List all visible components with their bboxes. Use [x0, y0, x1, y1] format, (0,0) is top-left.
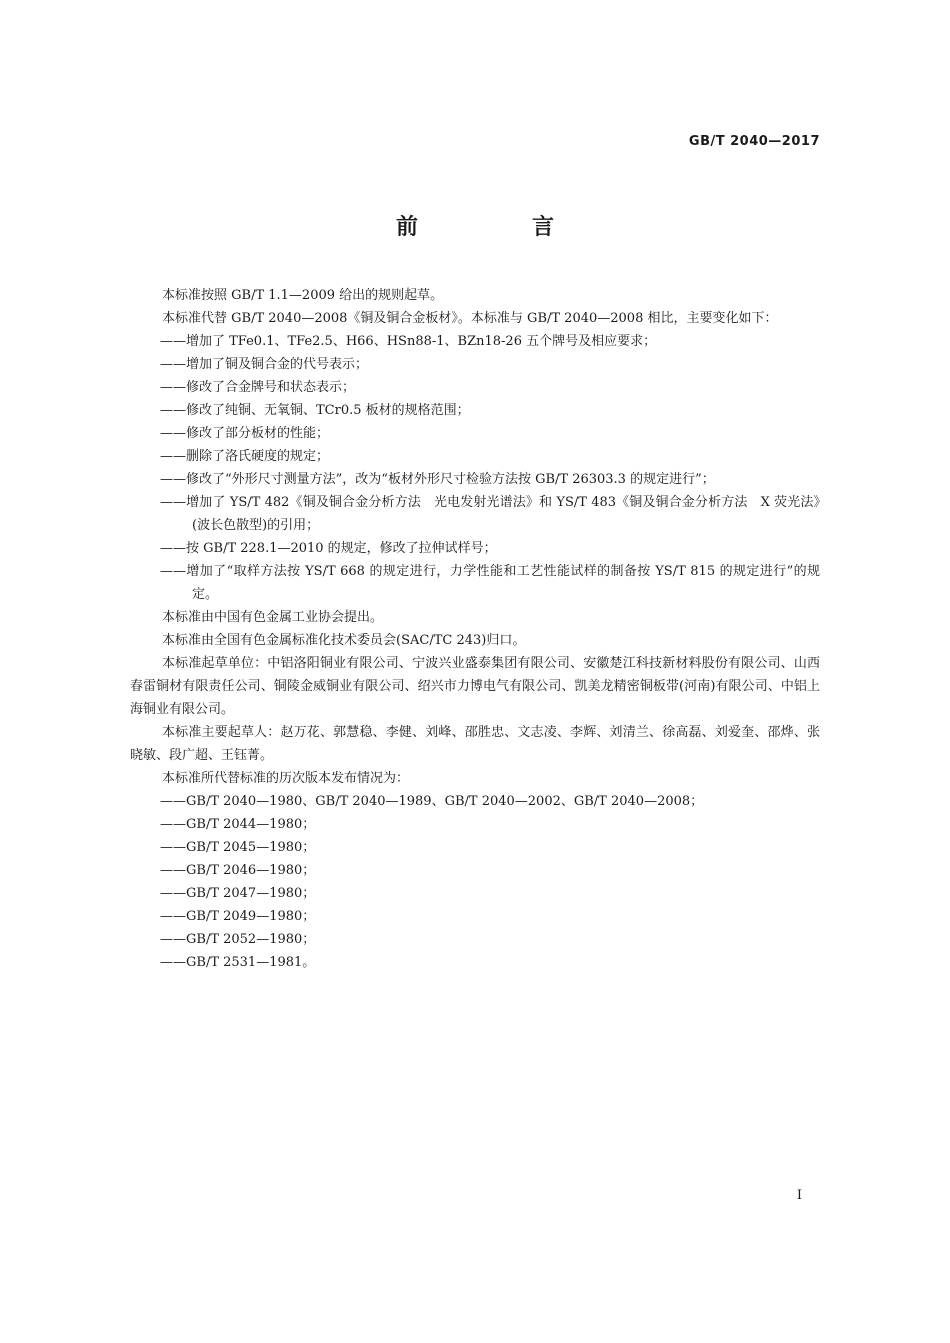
change-item: ——增加了 YS/T 482《铜及铜合金分析方法 光电发射光谱法》和 YS/T 483《铜及铜合金分析方法 X 荧光法》(波长色散型)的引用；: [160, 495, 820, 533]
centralized-by-paragraph: 本标准由全国有色金属标准化技术委员会(SAC/TC 243)归口。: [162, 633, 526, 648]
drafting-rule-paragraph: 本标准按照 GB/T 1.1—2009 给出的规则起草。: [162, 288, 444, 303]
change-item: ——增加了“取样方法按 YS/T 668 的规定进行，力学性能和工艺性能试样的制备按 YS/T 815 的规定进行”的规定。: [160, 564, 820, 602]
change-item: ——修改了合金牌号和状态表示；: [160, 380, 356, 395]
change-item: ——按 GB/T 228.1—2010 的规定，修改了拉伸试样号；: [160, 541, 497, 556]
change-item: ——修改了“外形尺寸测量方法”，改为“板材外形尺寸检验方法按 GB/T 26303.3 的规定进行”；: [160, 472, 715, 487]
history-item: ——GB/T 2049—1980；: [160, 909, 316, 924]
standard-code: GB/T 2040—2017: [688, 134, 820, 149]
drafters-paragraph: 本标准主要起草人：赵万花、郭慧稳、李健、刘峰、邵胜忠、文志凌、李辉、刘清兰、徐高磊、刘爱奎、邵烨、张晓敏、段广超、王钰菁。: [130, 725, 820, 763]
drafting-units-paragraph: 本标准起草单位：中铝洛阳铜业有限公司、宁波兴业盛泰集团有限公司、安徽楚江科技新材料股份有限公司、山西春雷铜材有限责任公司、铜陵金威铜业有限公司、绍兴市力博电气有限公司、凯美龙精密铜板带(河南)有限公司、中铝上海铜业有限公司。: [130, 656, 820, 717]
change-item: ——增加了 TFe0.1、TFe2.5、H66、HSn88-1、BZn18-26 五个牌号及相应要求；: [160, 334, 657, 349]
history-item: ——GB/T 2040—1980、GB/T 2040—1989、GB/T 2040—2002、GB/T 2040—2008；: [160, 794, 704, 809]
page-title: 前 言: [395, 215, 600, 240]
change-item: ——删除了洛氏硬度的规定；: [160, 449, 330, 464]
proposed-by-paragraph: 本标准由中国有色金属工业协会提出。: [162, 610, 384, 625]
history-intro-paragraph: 本标准所代替标准的历次版本发布情况为：: [162, 771, 410, 786]
history-item: ——GB/T 2045—1980；: [160, 840, 316, 855]
change-item: ——修改了纯铜、无氧铜、TCr0.5 板材的规格范围；: [160, 403, 470, 418]
change-item: ——增加了铜及铜合金的代号表示；: [160, 357, 369, 372]
history-item: ——GB/T 2531—1981。: [160, 955, 316, 970]
history-item: ——GB/T 2044—1980；: [160, 817, 316, 832]
replacement-paragraph: 本标准代替 GB/T 2040—2008《铜及铜合金板材》。本标准与 GB/T 2040—2008 相比，主要变化如下：: [162, 311, 778, 326]
change-item: ——修改了部分板材的性能；: [160, 426, 330, 441]
history-item: ——GB/T 2046—1980；: [160, 863, 316, 878]
document-body: [130, 284, 820, 974]
history-item: ——GB/T 2047—1980；: [160, 886, 316, 901]
page-number: I: [796, 1188, 802, 1203]
history-item: ——GB/T 2052—1980；: [160, 932, 316, 947]
